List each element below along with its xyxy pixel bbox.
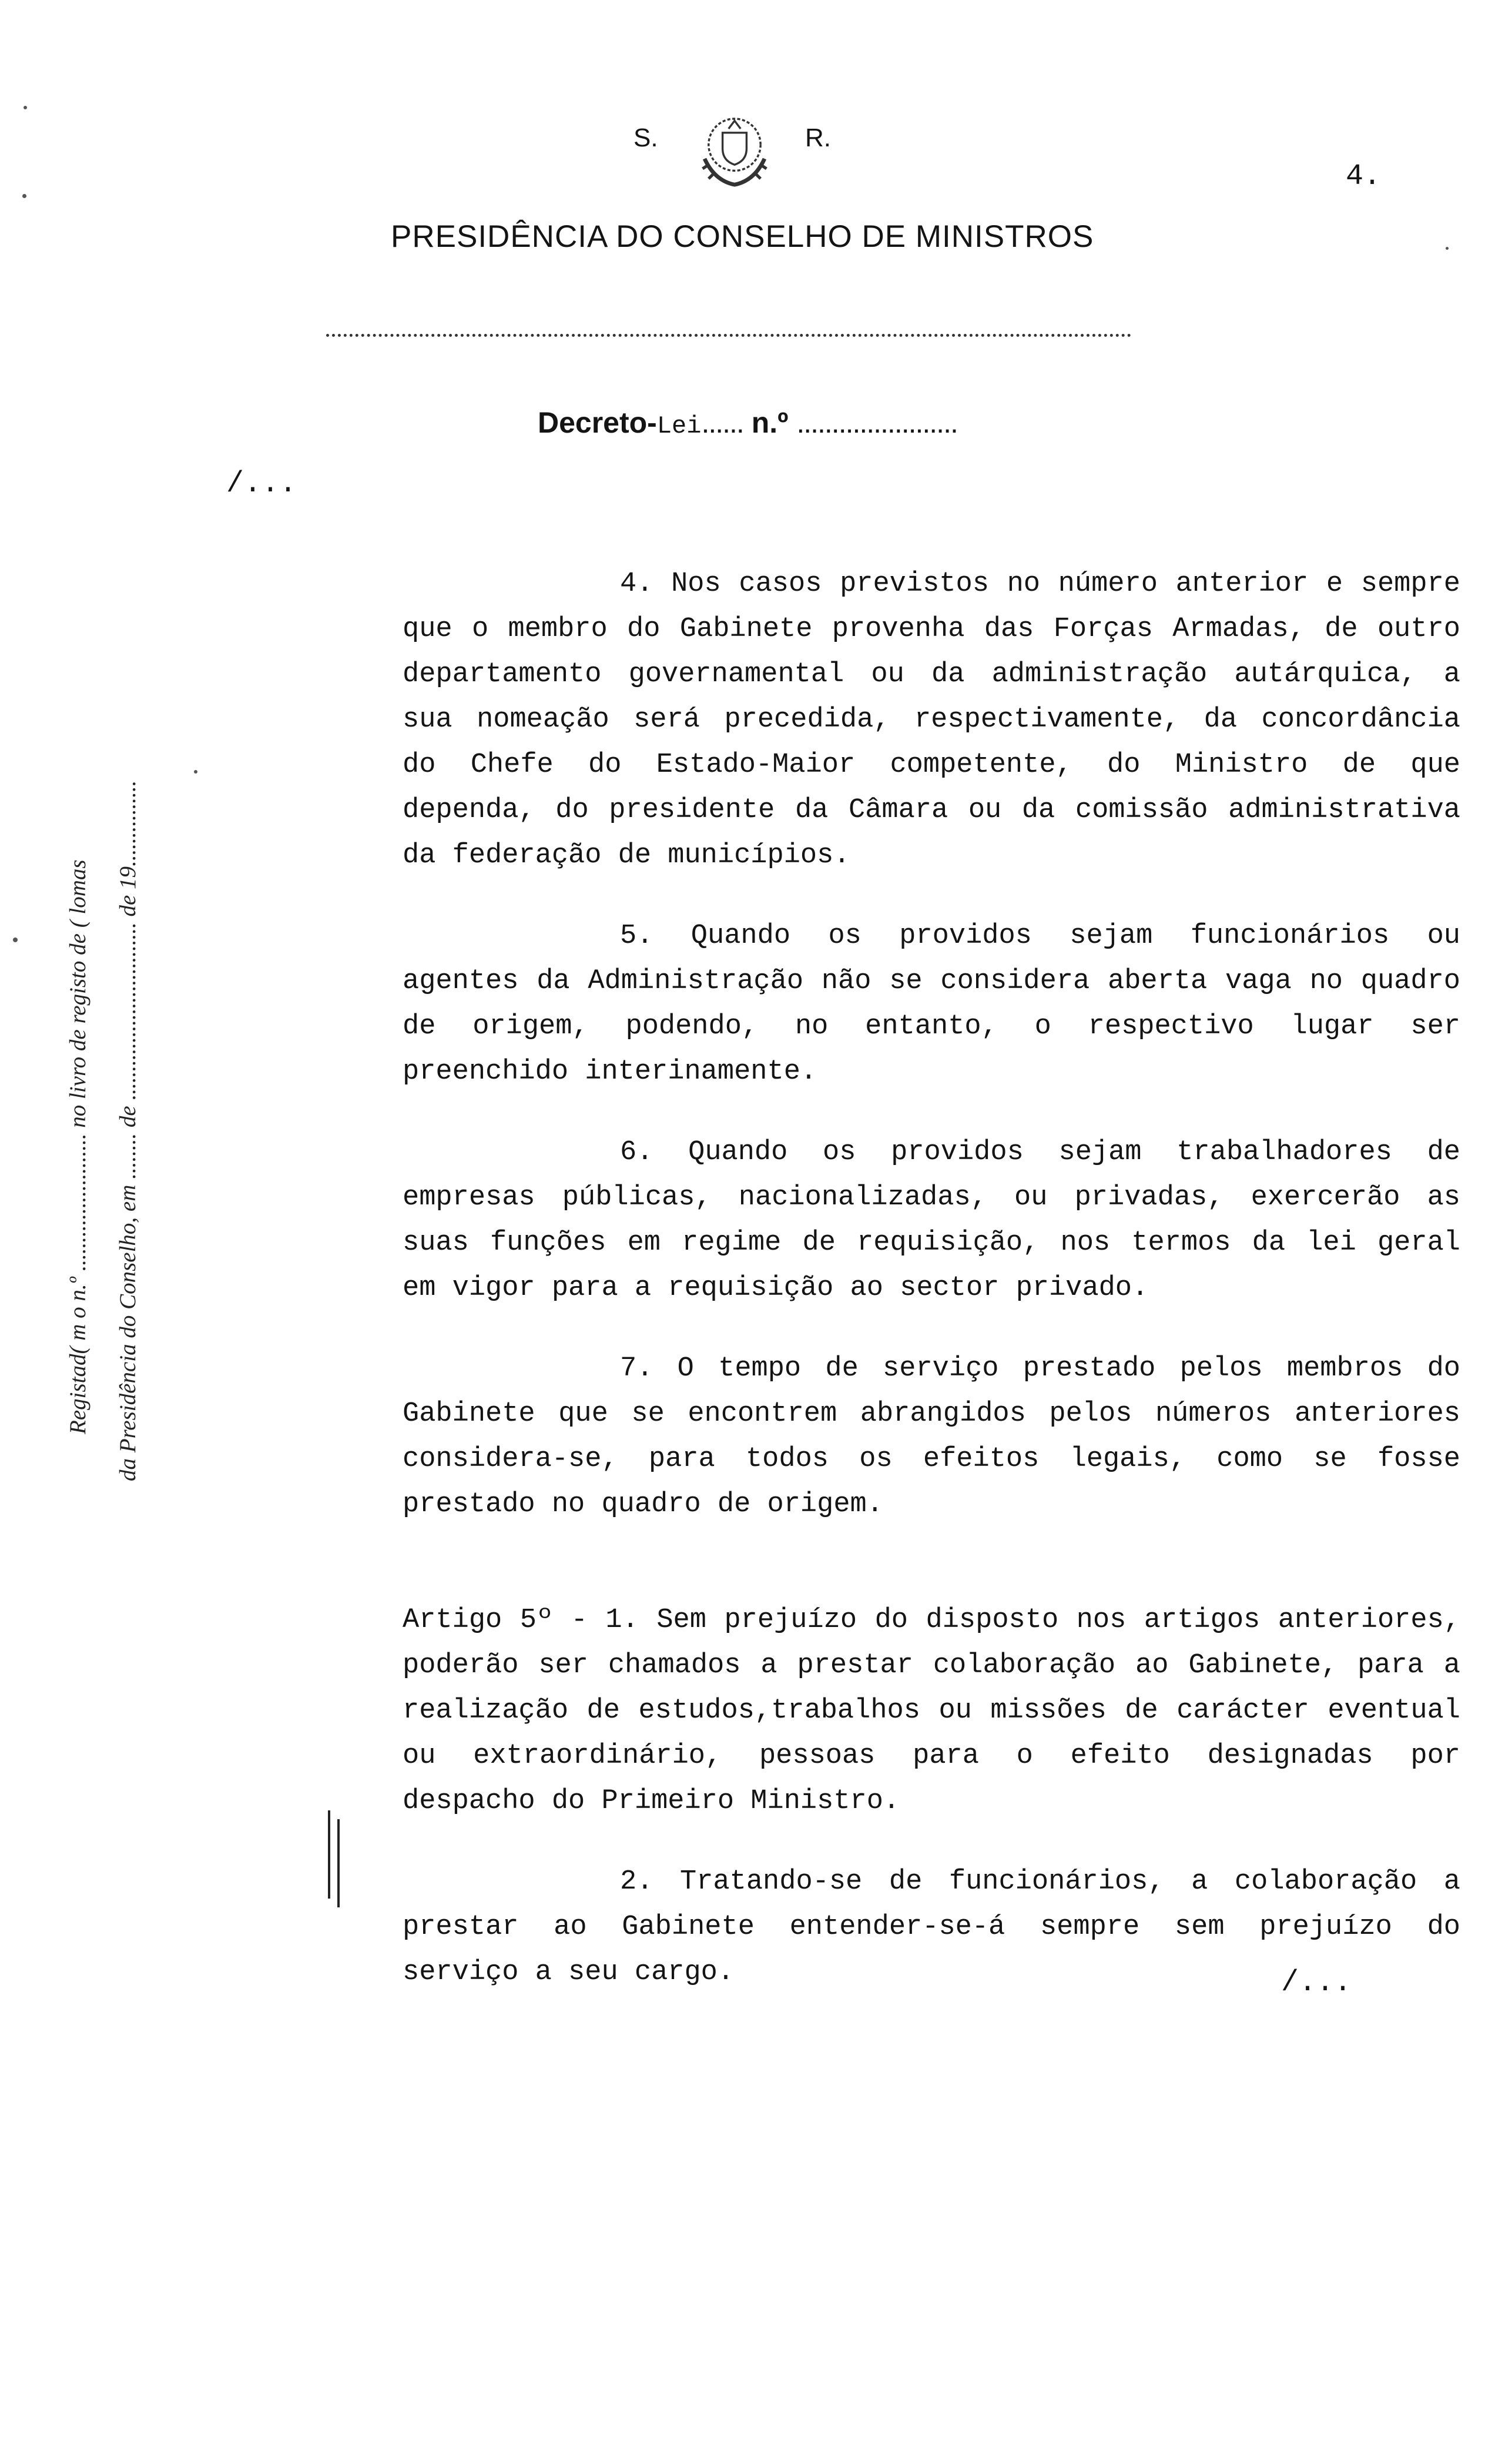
margin-register-line-2: da Presidência do Conselho, em ........ de ............................... de 19...............	[115, 780, 140, 1481]
scan-speck	[22, 194, 26, 198]
decree-number-label: n.º	[751, 406, 789, 439]
header-left-letter: S.	[633, 123, 658, 152]
scan-speck	[194, 770, 197, 774]
article-5-paragraph-1: Artigo 5º - 1. Sem prejuízo do disposto nos artigos anteriores, poderão ser chamados a prestar colaboração ao Gabinete, para a realização de estudos,trabalhos ou missões de carácter eventual ou extraordinário, pessoas para o efeito designadas por despacho do Primeiro Ministro.	[403, 1605, 1460, 1817]
article-5-paragraph-2: 2. Tratando-se de funcionários, a colaboração a prestar ao Gabinete entender-se-á sempre sem prejuízo do serviço a seu cargo.	[403, 1866, 1460, 1988]
paragraph-5: 5. Quando os providos sejam funcionários ou agentes da Administração não se considera aberta vaga no quadro de origem, podendo, no entanto, o respectivo lugar ser preenchido interinamente.	[403, 920, 1460, 1087]
header-right-letter: R.	[805, 123, 831, 152]
presidency-heading: PRESIDÊNCIA DO CONSELHO DE MINISTROS	[391, 219, 1094, 254]
body-text	[403, 561, 1460, 1995]
margin-mark-line-2	[337, 1819, 340, 1907]
continued-marker-top: /...	[226, 467, 297, 501]
scan-speck	[1446, 247, 1449, 250]
paragraph-4: 4. Nos casos previstos no número anterior e sempre que o membro do Gabinete provenha das Forças Armadas, de outro departamento governamental ou da administração autárquica, a sua nomeação será precedida, respectivamente, da concordância do Chefe do Estado-Maior competente, do Ministro de que dependa, do presidente da Câmara ou da comissão administrativa da federação de municípios.	[403, 568, 1460, 871]
decree-dots-1: ......	[701, 406, 743, 439]
margin-register-line-1: Registad( m o n.º ........................ no livro de registo de ( lomas	[65, 859, 90, 1434]
decree-type: Lei	[656, 412, 702, 440]
paragraph-7: 7. O tempo de serviço prestado pelos membros do Gabinete que se encontrem abrangidos pelos números anteriores considera-se, para todos os efeitos legais, como se fosse prestado no quadro de origem.	[403, 1353, 1460, 1520]
margin-mark-line-1	[328, 1810, 330, 1899]
decree-line	[538, 406, 957, 440]
dotted-rule	[326, 334, 1131, 337]
scan-speck	[24, 106, 27, 109]
coat-of-arms-seal	[685, 99, 785, 199]
decree-prefix: Decreto-	[538, 406, 657, 439]
page-number: 4.	[1346, 160, 1382, 193]
paragraph-6: 6. Quando os providos sejam trabalhadores de empresas públicas, nacionalizadas, ou privadas, exercerão as suas funções em regime de requisição, nos termos da lei geral em vigor para a requisição ao sector privado.	[403, 1137, 1460, 1304]
decree-dots-2: .......................	[796, 406, 957, 439]
continued-marker-bottom: /...	[1281, 1966, 1352, 2000]
scan-speck	[13, 938, 18, 942]
